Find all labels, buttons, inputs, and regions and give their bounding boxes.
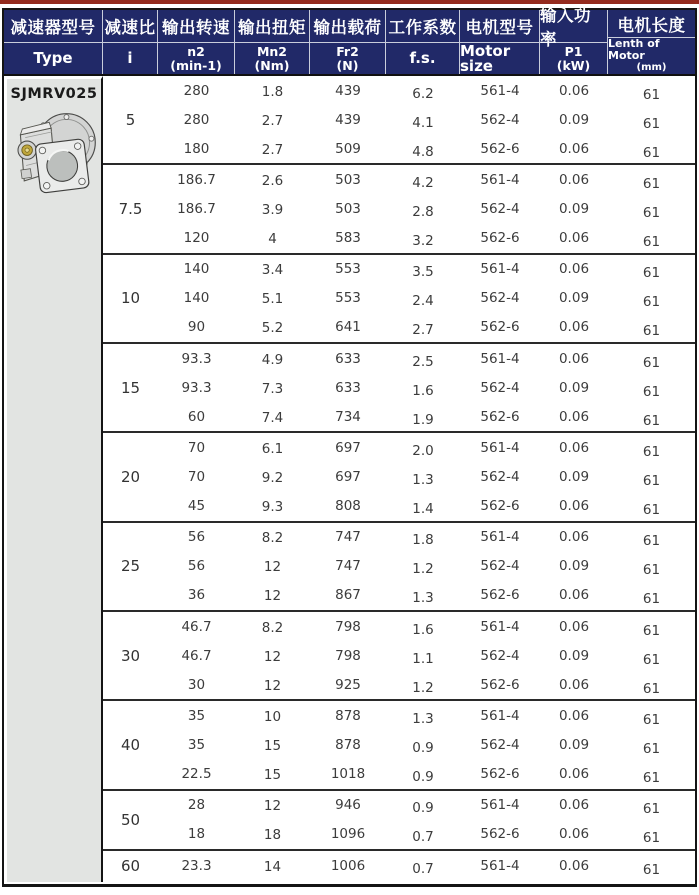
ratio-group xyxy=(103,523,695,612)
cell-n2: 56 xyxy=(187,558,206,575)
type-column xyxy=(4,76,103,882)
cell-p1: 0.06 xyxy=(558,140,590,157)
cell-mn2: 3.9 xyxy=(261,201,284,218)
table-row xyxy=(158,462,695,491)
cell-fs: 4.2 xyxy=(412,174,434,191)
cell-n2: 180 xyxy=(183,140,210,157)
cell-mn2: 12 xyxy=(263,588,282,605)
cell-fr2: 633 xyxy=(335,350,361,367)
gearbox-product-image xyxy=(10,106,98,202)
header-en-output-load: Fr2 xyxy=(336,44,359,59)
data-rows-container xyxy=(103,76,695,882)
cell-mn2: 12 xyxy=(263,677,282,694)
cell-motor-size: 561-4 xyxy=(480,797,520,814)
cell-mn2: 18 xyxy=(263,827,282,844)
cell-motor-size: 561-4 xyxy=(480,707,520,724)
cell-motor-size: 562-4 xyxy=(480,736,520,753)
cell-motor-size: 561-4 xyxy=(480,350,520,367)
cell-motor-size: 562-6 xyxy=(480,826,520,843)
cell-motor-size: 562-4 xyxy=(480,558,520,575)
cell-fs: 0.7 xyxy=(412,829,434,846)
ratio-group xyxy=(103,791,695,851)
cell-mn2: 3.4 xyxy=(261,262,284,279)
cell-fs: 2.5 xyxy=(412,353,434,370)
cell-n2: 186.7 xyxy=(177,200,216,217)
cell-fr2: 633 xyxy=(335,379,361,396)
cell-p1: 0.09 xyxy=(558,558,590,575)
cell-motor-size: 561-4 xyxy=(480,439,520,456)
cell-motor-length: 61 xyxy=(642,770,661,787)
cell-mn2: 7.3 xyxy=(261,380,284,397)
cell-fs: 1.3 xyxy=(412,471,434,488)
cell-motor-length: 61 xyxy=(642,562,661,579)
cell-fr2: 734 xyxy=(335,408,361,425)
table-row xyxy=(158,284,695,313)
group-rows xyxy=(158,344,695,431)
cell-fr2: 697 xyxy=(335,468,361,485)
cell-n2: 46.7 xyxy=(181,618,212,635)
table-row xyxy=(158,76,695,105)
cell-fr2: 798 xyxy=(335,618,361,635)
cell-motor-size: 562-6 xyxy=(480,408,520,425)
group-rows xyxy=(158,851,695,882)
cell-n2: 28 xyxy=(187,797,206,814)
ratio-group xyxy=(103,851,695,882)
ratio-group xyxy=(103,165,695,254)
cell-fs: 1.9 xyxy=(412,411,434,428)
cell-motor-size: 561-4 xyxy=(480,858,520,875)
cell-fr2: 641 xyxy=(335,319,361,336)
cell-motor-size: 561-4 xyxy=(480,82,520,99)
table-row xyxy=(158,791,695,820)
cell-fs: 0.9 xyxy=(412,739,434,756)
cell-motor-length: 61 xyxy=(642,443,661,460)
model-name: SJMRV025 xyxy=(10,86,98,102)
cell-n2: 56 xyxy=(187,529,206,546)
ratio-value: 25 xyxy=(120,557,141,576)
cell-fs: 3.2 xyxy=(412,233,434,250)
cell-mn2: 14 xyxy=(263,859,282,876)
table-body xyxy=(4,76,695,882)
cell-fs: 0.9 xyxy=(412,800,434,817)
cell-mn2: 9.3 xyxy=(261,499,284,516)
cell-p1: 0.09 xyxy=(558,111,590,128)
table-row xyxy=(158,523,695,552)
cell-n2: 35 xyxy=(187,707,206,724)
header-zh-motor-length: 电机长度 xyxy=(608,10,695,38)
header-col-service-factor xyxy=(386,10,460,74)
cell-mn2: 8.2 xyxy=(261,530,284,547)
ratio-group xyxy=(103,344,695,433)
cell-mn2: 4 xyxy=(268,231,277,248)
header-zh-ratio: 减速比 xyxy=(103,10,157,43)
group-rows xyxy=(158,612,695,699)
header-zh-output-speed: 输出转速 xyxy=(158,10,234,43)
ratio-value: 7.5 xyxy=(118,199,143,218)
cell-motor-length: 61 xyxy=(642,533,661,550)
cell-motor-length: 61 xyxy=(642,711,661,728)
cell-p1: 0.06 xyxy=(558,529,590,546)
cell-fs: 0.7 xyxy=(412,861,434,878)
cell-fr2: 946 xyxy=(335,797,361,814)
cell-fr2: 1096 xyxy=(330,826,366,843)
table-row xyxy=(158,134,695,163)
cell-n2: 45 xyxy=(187,498,206,515)
cell-p1: 0.09 xyxy=(558,290,590,307)
cell-motor-size: 562-6 xyxy=(480,587,520,604)
header-en-output-torque: Mn2 xyxy=(256,44,288,59)
cell-fs: 1.2 xyxy=(412,561,434,578)
ratio-group xyxy=(103,255,695,344)
group-rows xyxy=(158,701,695,788)
cell-mn2: 7.4 xyxy=(261,409,284,426)
cell-p1: 0.06 xyxy=(558,858,590,875)
ratio-value: 60 xyxy=(120,857,141,876)
ratio-group xyxy=(103,76,695,165)
cell-n2: 93.3 xyxy=(181,350,212,367)
table-row xyxy=(158,344,695,373)
cell-n2: 46.7 xyxy=(181,647,212,664)
cell-mn2: 2.7 xyxy=(261,112,284,129)
cell-n2: 60 xyxy=(187,408,206,425)
cell-motor-length: 61 xyxy=(642,412,661,429)
table-row xyxy=(158,194,695,223)
cell-mn2: 4.9 xyxy=(261,351,284,368)
cell-motor-length: 61 xyxy=(642,680,661,697)
cell-motor-length: 61 xyxy=(642,472,661,489)
cell-motor-length: 61 xyxy=(642,502,661,519)
table-row xyxy=(158,313,695,342)
cell-n2: 93.3 xyxy=(181,379,212,396)
cell-fr2: 878 xyxy=(335,736,361,753)
cell-fs: 1.1 xyxy=(412,650,434,667)
header-en-type: Type xyxy=(33,49,73,67)
cell-mn2: 12 xyxy=(263,648,282,665)
cell-fr2: 747 xyxy=(335,529,361,546)
header-col-output-load: 输出载荷 Fr2 (N) xyxy=(310,10,386,74)
ratio-value: 50 xyxy=(120,810,141,829)
cell-motor-length: 61 xyxy=(642,323,661,340)
cell-mn2: 5.2 xyxy=(261,320,284,337)
group-rows xyxy=(158,791,695,849)
ratio-value: 30 xyxy=(120,646,141,665)
cell-motor-length: 61 xyxy=(642,801,661,818)
group-rows xyxy=(158,255,695,342)
cell-p1: 0.09 xyxy=(558,200,590,217)
cell-motor-size: 562-4 xyxy=(480,290,520,307)
header-zh-output-torque: 输出扭矩 xyxy=(235,10,309,43)
header-col-motor-size xyxy=(460,10,540,74)
cell-n2: 186.7 xyxy=(177,171,216,188)
header-zh-motor-size: 电机型号 xyxy=(460,10,539,43)
cell-p1: 0.06 xyxy=(558,797,590,814)
cell-motor-size: 562-4 xyxy=(480,647,520,664)
cell-fs: 1.3 xyxy=(412,710,434,727)
cell-p1: 0.09 xyxy=(558,736,590,753)
cell-motor-length: 61 xyxy=(642,740,661,757)
cell-motor-size: 561-4 xyxy=(480,261,520,278)
cell-p1: 0.06 xyxy=(558,171,590,188)
cell-p1: 0.06 xyxy=(558,230,590,247)
cell-p1: 0.06 xyxy=(558,707,590,724)
cell-p1: 0.09 xyxy=(558,647,590,664)
ratio-value: 15 xyxy=(120,378,141,397)
cell-fr2: 439 xyxy=(335,111,361,128)
cell-p1: 0.06 xyxy=(558,408,590,425)
cell-fr2: 798 xyxy=(335,647,361,664)
table-row xyxy=(158,581,695,610)
table-row xyxy=(158,701,695,730)
cell-fs: 1.6 xyxy=(412,621,434,638)
header-zh-type: 减速器型号 xyxy=(4,10,102,43)
cell-p1: 0.06 xyxy=(558,766,590,783)
cell-n2: 35 xyxy=(187,736,206,753)
cell-fs: 4.8 xyxy=(412,143,434,160)
cell-n2: 30 xyxy=(187,676,206,693)
header-en-ratio: i xyxy=(127,49,133,67)
ratio-value: 40 xyxy=(120,735,141,754)
cell-n2: 280 xyxy=(183,111,210,128)
table-row xyxy=(158,851,695,882)
cell-motor-length: 61 xyxy=(642,204,661,221)
cell-p1: 0.06 xyxy=(558,261,590,278)
cell-p1: 0.06 xyxy=(558,439,590,456)
header-en-motor-length: Lenth of Motor xyxy=(608,37,660,62)
header-col-ratio xyxy=(103,10,158,74)
cell-n2: 140 xyxy=(183,261,210,278)
ratio-group xyxy=(103,433,695,522)
cell-motor-length: 61 xyxy=(642,144,661,161)
table-row xyxy=(158,670,695,699)
cell-p1: 0.06 xyxy=(558,618,590,635)
cell-motor-length: 61 xyxy=(642,265,661,282)
table-row xyxy=(158,402,695,431)
table-row xyxy=(158,255,695,284)
ratio-group xyxy=(103,612,695,701)
group-rows xyxy=(158,523,695,610)
cell-fr2: 553 xyxy=(335,290,361,307)
cell-mn2: 8.2 xyxy=(261,619,284,636)
table-row xyxy=(158,552,695,581)
cell-motor-length: 61 xyxy=(642,591,661,608)
cell-fs: 2.8 xyxy=(412,203,434,220)
cell-n2: 70 xyxy=(187,439,206,456)
cell-fr2: 747 xyxy=(335,558,361,575)
cell-fs: 1.3 xyxy=(412,590,434,607)
spec-table xyxy=(2,8,697,887)
header-zh-service-factor: 工作系数 xyxy=(386,10,459,43)
cell-fs: 6.2 xyxy=(412,85,434,102)
cell-motor-length: 61 xyxy=(642,622,661,639)
cell-p1: 0.06 xyxy=(558,319,590,336)
table-row xyxy=(158,730,695,759)
cell-motor-size: 562-4 xyxy=(480,379,520,396)
header-col-input-power: 输入功率 P1 (kW) xyxy=(540,10,608,74)
cell-mn2: 15 xyxy=(263,737,282,754)
cell-p1: 0.06 xyxy=(558,676,590,693)
cell-motor-size: 562-4 xyxy=(480,111,520,128)
cell-mn2: 5.1 xyxy=(261,291,284,308)
cell-p1: 0.09 xyxy=(558,379,590,396)
cell-mn2: 6.1 xyxy=(261,440,284,457)
group-rows xyxy=(158,433,695,520)
cell-fr2: 1006 xyxy=(330,858,366,875)
cell-motor-length: 61 xyxy=(642,651,661,668)
table-row xyxy=(158,224,695,253)
cell-p1: 0.09 xyxy=(558,468,590,485)
cell-motor-length: 61 xyxy=(642,383,661,400)
cell-motor-size: 561-4 xyxy=(480,618,520,635)
cell-mn2: 15 xyxy=(263,767,282,784)
header-zh-output-load: 输出载荷 xyxy=(310,10,385,43)
table-row xyxy=(158,820,695,849)
group-rows xyxy=(158,76,695,163)
ratio-value: 10 xyxy=(120,289,141,308)
cell-mn2: 12 xyxy=(263,559,282,576)
cell-mn2: 1.8 xyxy=(261,83,284,100)
cell-p1: 0.06 xyxy=(558,498,590,515)
cell-fs: 4.1 xyxy=(412,114,434,131)
ratio-value: 20 xyxy=(120,467,141,486)
cell-motor-length: 61 xyxy=(642,830,661,847)
table-row xyxy=(158,641,695,670)
cell-mn2: 2.6 xyxy=(261,172,284,189)
cell-mn2: 12 xyxy=(263,798,282,815)
cell-motor-size: 562-6 xyxy=(480,676,520,693)
cell-motor-size: 562-6 xyxy=(480,140,520,157)
cell-motor-size: 562-4 xyxy=(480,200,520,217)
cell-motor-length: 61 xyxy=(642,175,661,192)
group-rows xyxy=(158,165,695,252)
cell-n2: 22.5 xyxy=(181,766,212,783)
cell-fr2: 583 xyxy=(335,230,361,247)
cell-n2: 70 xyxy=(187,468,206,485)
cell-motor-size: 562-6 xyxy=(480,319,520,336)
cell-motor-length: 61 xyxy=(642,862,661,879)
table-row xyxy=(158,373,695,402)
cell-p1: 0.06 xyxy=(558,587,590,604)
cell-n2: 280 xyxy=(183,82,210,99)
table-row xyxy=(158,492,695,521)
cell-fs: 2.0 xyxy=(412,442,434,459)
cell-motor-length: 61 xyxy=(642,234,661,251)
header-col-motor-length: 电机长度 Lenth of Motor (mm) xyxy=(608,10,695,74)
header-en-service-factor: f.s. xyxy=(409,49,436,67)
cell-mn2: 10 xyxy=(263,708,282,725)
cell-motor-size: 562-6 xyxy=(480,498,520,515)
cell-fr2: 503 xyxy=(335,171,361,188)
header-en-motor-size: Motor size xyxy=(460,41,511,75)
cell-n2: 23.3 xyxy=(181,858,212,875)
cell-fr2: 878 xyxy=(335,707,361,724)
cell-n2: 18 xyxy=(187,826,206,843)
table-header xyxy=(4,6,695,76)
cell-fr2: 925 xyxy=(335,676,361,693)
cell-motor-size: 562-6 xyxy=(480,766,520,783)
cell-p1: 0.06 xyxy=(558,826,590,843)
cell-p1: 0.06 xyxy=(558,350,590,367)
cell-mn2: 2.7 xyxy=(261,141,284,158)
cell-fs: 2.7 xyxy=(412,322,434,339)
cell-fr2: 808 xyxy=(335,498,361,515)
cell-fs: 1.4 xyxy=(412,501,434,518)
cell-fr2: 509 xyxy=(335,140,361,157)
header-en-input-power: P1 xyxy=(564,44,583,59)
cell-n2: 120 xyxy=(183,230,210,247)
header-col-output-torque: 输出扭矩 Mn2 (Nm) xyxy=(235,10,310,74)
cell-fr2: 503 xyxy=(335,200,361,217)
cell-motor-size: 562-4 xyxy=(480,468,520,485)
cell-fr2: 439 xyxy=(335,82,361,99)
cell-motor-size: 561-4 xyxy=(480,171,520,188)
cell-n2: 90 xyxy=(187,319,206,336)
ratio-value: 5 xyxy=(125,110,136,129)
cell-p1: 0.06 xyxy=(558,82,590,99)
cell-motor-length: 61 xyxy=(642,86,661,103)
cell-fr2: 697 xyxy=(335,439,361,456)
cell-fr2: 553 xyxy=(335,261,361,278)
cell-fs: 1.2 xyxy=(412,679,434,696)
table-row xyxy=(158,612,695,641)
cell-motor-length: 61 xyxy=(642,354,661,371)
header-zh-input-power: 输入功率 xyxy=(540,10,607,43)
cell-fs: 0.9 xyxy=(412,769,434,786)
header-en-output-speed: n2 xyxy=(187,44,205,59)
header-col-type xyxy=(4,10,103,74)
cell-fs: 2.4 xyxy=(412,293,434,310)
table-row xyxy=(158,760,695,789)
cell-fs: 3.5 xyxy=(412,264,434,281)
cell-n2: 36 xyxy=(187,587,206,604)
cell-fs: 1.8 xyxy=(412,532,434,549)
ratio-group xyxy=(103,701,695,790)
table-row xyxy=(158,433,695,462)
cell-motor-size: 562-6 xyxy=(480,230,520,247)
table-row xyxy=(158,105,695,134)
header-col-output-speed: 输出转速 n2 (min-1) xyxy=(158,10,235,74)
cell-fr2: 1018 xyxy=(330,766,366,783)
cell-motor-size: 561-4 xyxy=(480,529,520,546)
cell-mn2: 9.2 xyxy=(261,469,284,486)
cell-motor-length: 61 xyxy=(642,115,661,132)
cell-fr2: 867 xyxy=(335,587,361,604)
cell-fs: 1.6 xyxy=(412,382,434,399)
cell-motor-length: 61 xyxy=(642,294,661,311)
table-row xyxy=(158,165,695,194)
cell-n2: 140 xyxy=(183,290,210,307)
